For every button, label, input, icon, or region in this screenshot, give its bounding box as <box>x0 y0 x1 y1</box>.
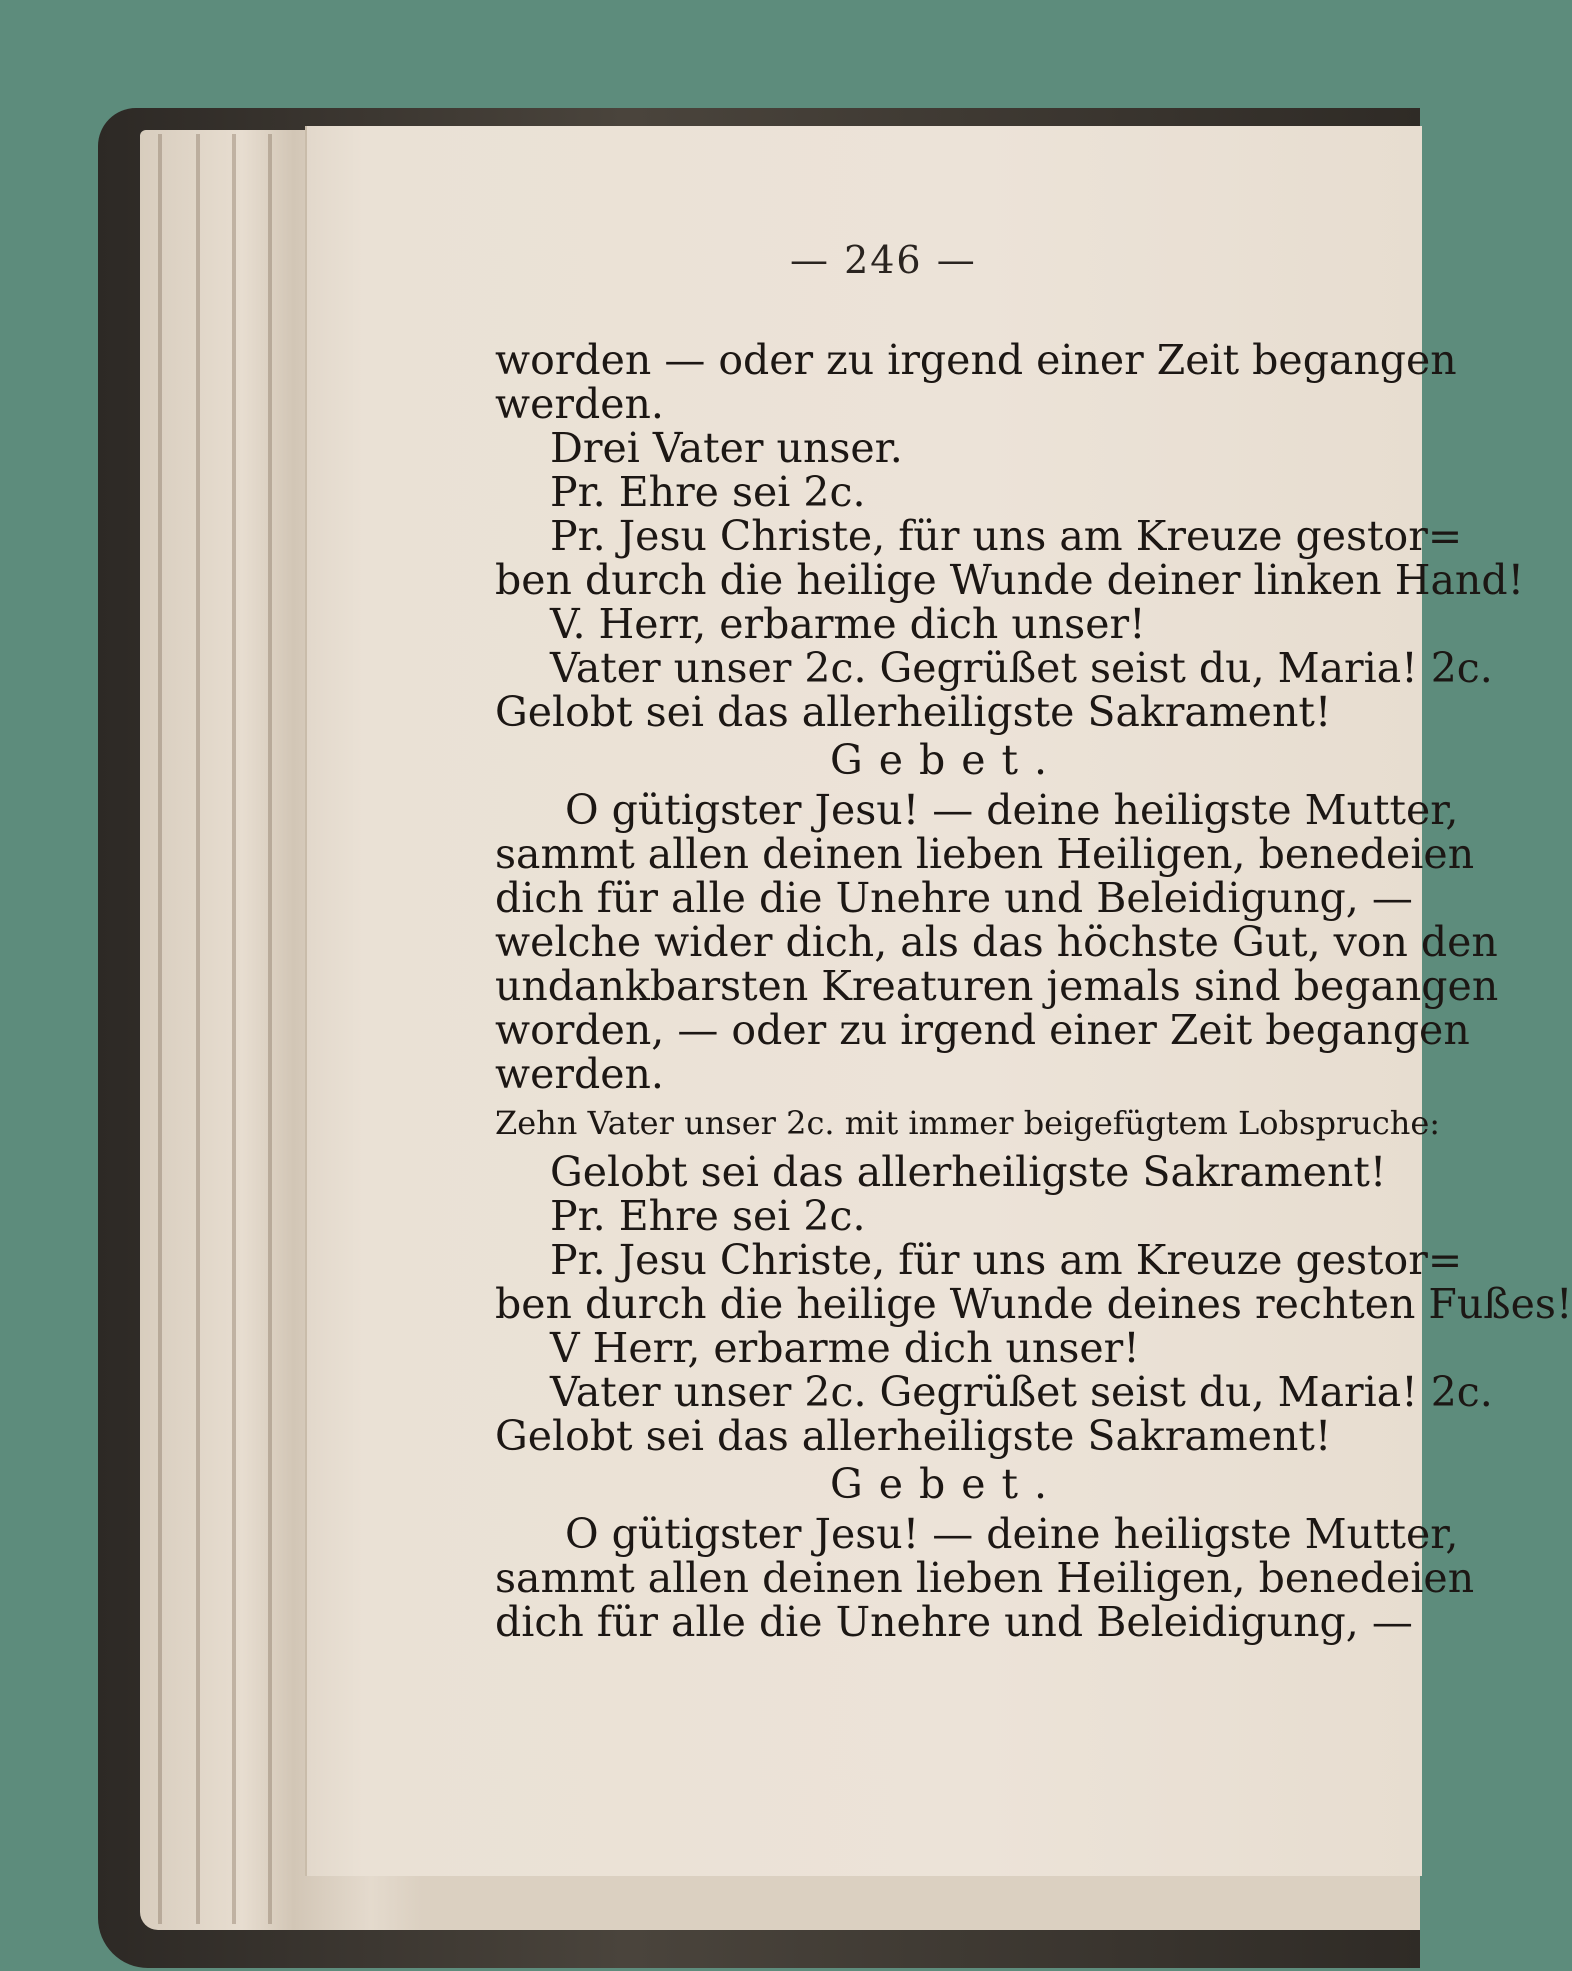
text-line: Vater unser 2c. Gegrüßet seist du, Maria! 2c. <box>550 1368 1493 1416</box>
text-line: undankbarsten Kreaturen jemals sind begangen <box>495 962 1499 1010</box>
page-edge <box>268 134 272 1924</box>
page-number: — 246 — <box>790 238 977 282</box>
text-line: Pr. Ehre sei 2c. <box>550 468 866 516</box>
text-line: V Herr, erbarme dich unser! <box>550 1324 1140 1372</box>
text-line: ben durch die heilige Wunde deiner linken Hand! <box>495 556 1525 604</box>
text-line: V. Herr, erbarme dich unser! <box>550 600 1146 648</box>
text-line: Gelobt sei das allerheiligste Sakrament! <box>550 1148 1387 1196</box>
text-line: werden. <box>495 380 664 428</box>
text-line: Pr. Ehre sei 2c. <box>550 1192 866 1240</box>
text-line: O gütigster Jesu! — deine heiligste Mutter, <box>565 1510 1459 1558</box>
text-line: Drei Vater unser. <box>550 424 903 472</box>
text-line: Gelobt sei das allerheiligste Sakrament! <box>495 1412 1332 1460</box>
text-line: werden. <box>495 1050 664 1098</box>
page-edge <box>232 134 236 1924</box>
text-line: worden, — oder zu irgend einer Zeit begangen <box>495 1006 1470 1054</box>
text-line: Gelobt sei das allerheiligste Sakrament! <box>495 688 1332 736</box>
section-heading: Gebet. <box>830 736 1064 784</box>
text-line: welche wider dich, als das höchste Gut, von den <box>495 918 1498 966</box>
section-heading: Gebet. <box>830 1460 1064 1508</box>
page-edge <box>196 134 200 1924</box>
text-line: O gütigster Jesu! — deine heiligste Mutter, <box>565 786 1459 834</box>
rubric-line: Zehn Vater unser 2c. mit immer beigefügtem Lobspruche: <box>495 1104 1441 1142</box>
text-line: worden — oder zu irgend einer Zeit begangen <box>495 336 1457 384</box>
text-line: sammt allen deinen lieben Heiligen, benedeien <box>495 1554 1475 1602</box>
page-edge <box>158 134 162 1924</box>
text-line: dich für alle die Unehre und Beleidigung, — <box>495 874 1413 922</box>
text-line: dich für alle die Unehre und Beleidigung, — <box>495 1598 1413 1646</box>
text-line: Vater unser 2c. Gegrüßet seist du, Maria! 2c. <box>550 644 1493 692</box>
text-line: Pr. Jesu Christe, für uns am Kreuze gestor= <box>550 512 1463 560</box>
text-line: Pr. Jesu Christe, für uns am Kreuze gestor= <box>550 1236 1463 1284</box>
text-line: sammt allen deinen lieben Heiligen, benedeien <box>495 830 1475 878</box>
text-line: ben durch die heilige Wunde deines rechten Fußes! <box>495 1280 1572 1328</box>
